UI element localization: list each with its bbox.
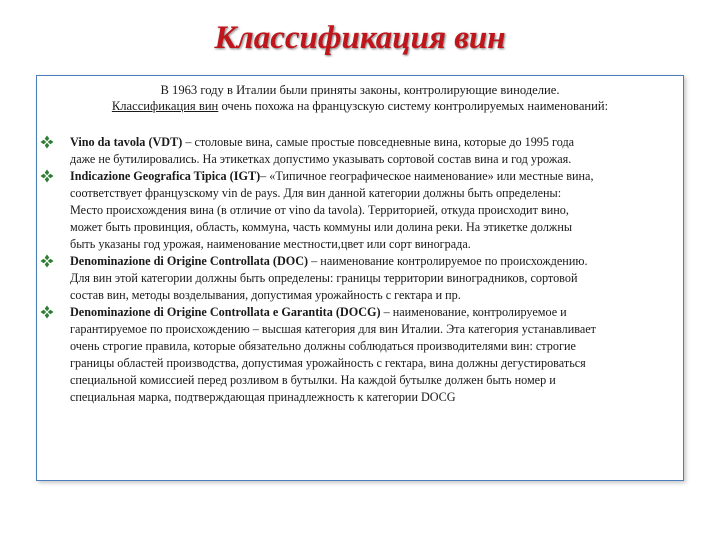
item-line-text: – наименование контролируемое по происхождению. <box>308 254 588 268</box>
item-line: границы областей производства, допустимая урожайность с гектара, вина должны дегустироваться <box>70 356 586 370</box>
intro-underlined-term: Классификация вин <box>111 99 219 113</box>
bullet-shape <box>41 136 54 149</box>
item-line-text: – столовые вина, самые простые повседневные вина, которые до 1995 года <box>182 135 575 149</box>
list-item-text <box>70 304 680 406</box>
list-item-text <box>70 168 680 253</box>
item-line: Для вин этой категории должны быть определены: границы территории виноградников, сортовой <box>70 271 578 285</box>
item-line: состав вин, методы возделывания, допустимая урожайность с гектара и пр. <box>70 288 461 302</box>
item-term: Denominazione di Origine Controllata (DOC) <box>70 254 309 268</box>
diamond-quad-bullet-icon <box>40 169 54 183</box>
item-line: даже не бутилировались. На этикетках допустимо указывать сортовой состав вина и год урожая. <box>70 152 572 166</box>
item-line: Место происхождения вина (в отличие от vino da tavola). Территорией, откуда происходит вино, <box>70 203 569 217</box>
bullet-shape <box>41 170 54 183</box>
item-line <box>70 168 680 185</box>
bullet-shape <box>41 306 54 319</box>
item-term: Vino da tavola (VDT) <box>70 135 183 149</box>
item-line <box>70 134 680 151</box>
item-line: специальной комиссией перед розливом в бутылки. На каждой бутылке должен быть номер и <box>70 373 556 387</box>
item-line-text: – «Типичное географическое наименование» или местные вина, <box>260 169 594 183</box>
list-item-text <box>70 134 680 168</box>
item-line: быть указаны год урожая, наименование местности,цвет или сорт винограда. <box>70 237 471 251</box>
slide-title: Классификация вин <box>214 20 506 56</box>
content-frame <box>36 75 684 481</box>
intro-line-2 <box>37 98 683 114</box>
diamond-quad-bullet-icon <box>40 305 54 319</box>
classification-list <box>37 134 683 406</box>
intro-line-2-rest: очень похожа на французскую систему контролируемых наименований: <box>218 99 609 113</box>
list-item-vdt <box>37 134 683 168</box>
list-item-docg <box>37 304 683 406</box>
list-item-igt <box>37 168 683 253</box>
diamond-quad-bullet-icon <box>40 254 54 268</box>
item-line: может быть провинция, область, коммуна, часть коммуны или долина реки. На этикетке должны <box>70 220 573 234</box>
list-item-doc <box>37 253 683 304</box>
intro-line-1: В 1963 году в Италии были приняты законы, контролирующие виноделие. <box>160 83 560 97</box>
item-line <box>70 253 680 270</box>
item-line: очень строгие правила, которые обязательно должны соблюдаться производителями вин: строгие <box>70 339 576 353</box>
item-line-text: – наименование, контролируемое и <box>380 305 567 319</box>
bullet-shape <box>41 255 54 268</box>
item-line: соответствует французскому vin de pays. Для вин данной категории должны быть определены: <box>70 186 562 200</box>
item-line: специальная марка, подтверждающая принадлежность к категории DOCG <box>70 390 456 404</box>
diamond-quad-bullet-icon <box>40 135 54 149</box>
item-line <box>70 304 680 321</box>
item-line: гарантируемое по происхождению – высшая категория для вин Италии. Эта категория устанавливает <box>70 322 596 336</box>
list-item-text <box>70 253 680 304</box>
intro-text <box>37 82 683 114</box>
item-term: Denominazione di Origine Controllata e Garantita (DOCG) <box>70 305 381 319</box>
item-term: Indicazione Geografica Tipica (IGT) <box>70 169 261 183</box>
